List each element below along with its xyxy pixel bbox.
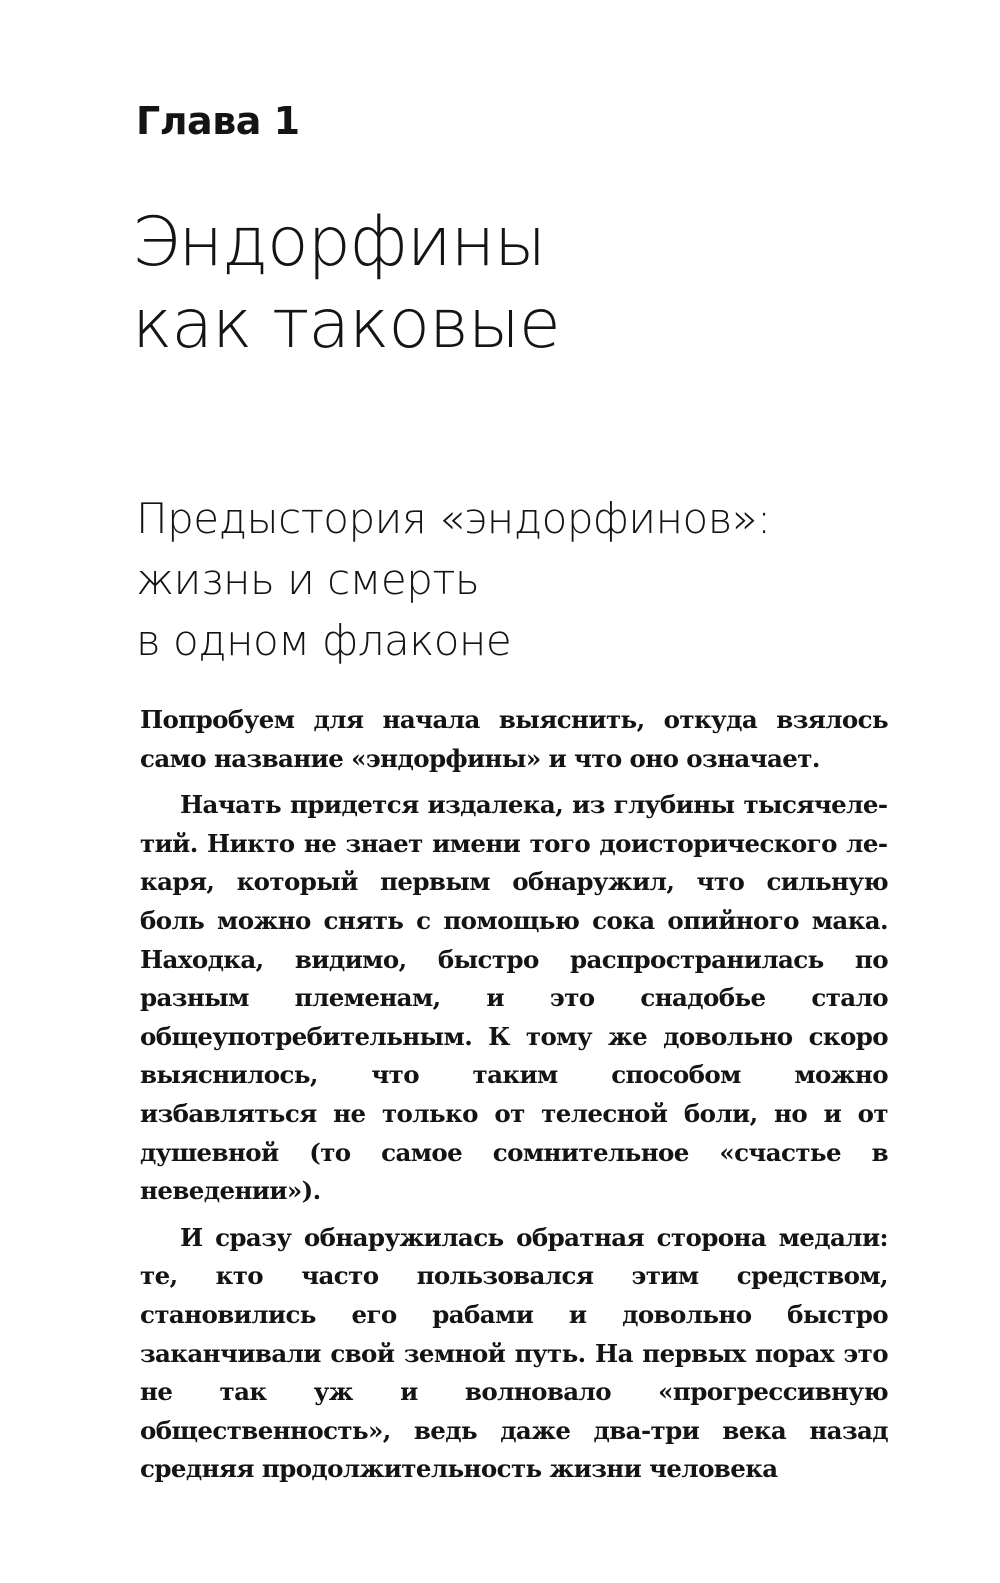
paragraph: Попробуем для начала выяснить, откуда взялось само название «эндорфины» и что оно означает.: [140, 705, 888, 773]
chapter-title: [132, 202, 892, 366]
chapter-title-line: Эндорфины: [132, 203, 546, 282]
section-title-line: Предыстория «эндорфинов»:: [136, 494, 771, 543]
paragraph: Начать придется издалека, из глубины тысячелетий. Никто не знает имени того доисторического лекаря, который первым обнаружил, что сильную боль можно снять с помощью сока опийного мака. Находка, видимо, быстро распространилась по разным племенам, и это снадобье стало общеупотребительным. К тому же довольно скоро выяснилось, что таким способом можно избавляться не только от телесной боли, но и от душевной (то самое сомнительное «счастье в неведении»).: [140, 790, 888, 1206]
chapter-title-line: как таковые: [132, 285, 560, 364]
chapter-label: Глава 1: [136, 99, 300, 143]
section-title-line: жизнь и смерть: [136, 555, 480, 604]
section-title: [136, 488, 896, 671]
paragraph: И сразу обнаружилась обратная сторона медали: те, кто часто пользовался этим средством, становились его рабами и довольно быстро заканчивали свой земной путь. На первых порах это не так уж и волновало «прогрессивную общественность», ведь даже два-три века назад средняя продолжительность жизни человека: [140, 1222, 888, 1484]
body-text: [140, 701, 888, 1497]
section-title-line: в одном флаконе: [136, 616, 512, 665]
